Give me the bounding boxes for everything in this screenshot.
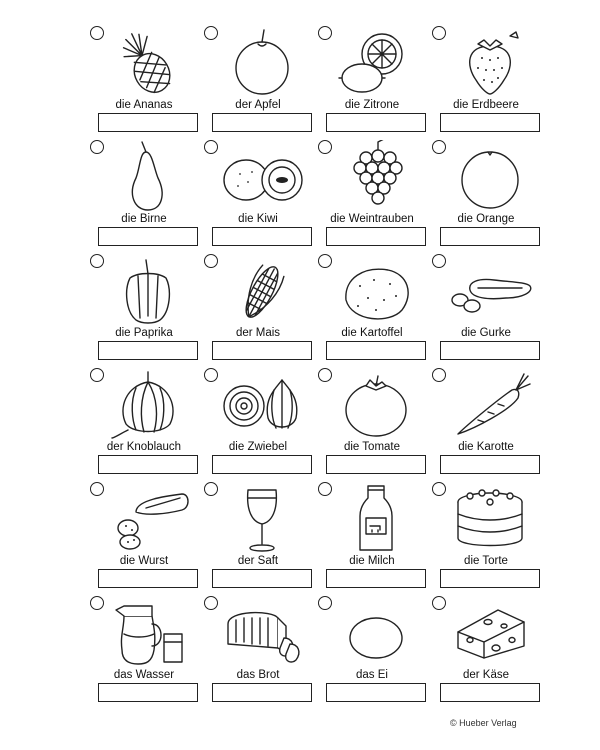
- vocab-label: das Wasser: [113, 669, 175, 681]
- vocab-item: [202, 22, 310, 136]
- vocab-item: [316, 592, 424, 706]
- vocab-item: [88, 478, 196, 592]
- select-circle[interactable]: [204, 140, 218, 154]
- apple-icon: [220, 26, 304, 98]
- vocab-label: die Karotte: [458, 441, 514, 453]
- vocab-item: [430, 364, 538, 478]
- orange-icon: [448, 140, 532, 212]
- select-circle[interactable]: [318, 26, 332, 40]
- select-circle[interactable]: [318, 254, 332, 268]
- answer-box[interactable]: [212, 341, 312, 360]
- select-circle[interactable]: [90, 482, 104, 496]
- egg-icon: [334, 596, 418, 668]
- answer-box[interactable]: [212, 683, 312, 702]
- grapes-icon: [334, 140, 418, 212]
- answer-box[interactable]: [326, 683, 426, 702]
- pear-icon: [106, 140, 190, 212]
- answer-box[interactable]: [326, 227, 426, 246]
- vocab-label: der Saft: [237, 555, 279, 567]
- vocab-label: der Mais: [235, 327, 281, 339]
- kiwi-icon: [220, 140, 304, 212]
- worksheet-row: [88, 364, 548, 478]
- sausage-icon: [106, 482, 190, 554]
- worksheet-row: [88, 592, 548, 706]
- vocab-label: der Knoblauch: [106, 441, 182, 453]
- select-circle[interactable]: [432, 140, 446, 154]
- select-circle[interactable]: [318, 596, 332, 610]
- answer-box[interactable]: [440, 227, 540, 246]
- water-jug-icon: [106, 596, 190, 668]
- vocab-label: die Torte: [464, 555, 508, 567]
- select-circle[interactable]: [90, 26, 104, 40]
- strawberry-icon: [448, 26, 532, 98]
- carrot-icon: [448, 368, 532, 440]
- vocab-item: [202, 592, 310, 706]
- vocab-label: die Weintrauben: [330, 213, 414, 225]
- cucumber-icon: [448, 254, 532, 326]
- answer-box[interactable]: [326, 455, 426, 474]
- select-circle[interactable]: [318, 140, 332, 154]
- select-circle[interactable]: [318, 482, 332, 496]
- answer-box[interactable]: [440, 455, 540, 474]
- vocab-item: [88, 250, 196, 364]
- milk-bottle-icon: [334, 482, 418, 554]
- vocab-item: [430, 250, 538, 364]
- answer-box[interactable]: [98, 683, 198, 702]
- vocab-label: der Käse: [462, 669, 510, 681]
- vocab-label: die Ananas: [115, 99, 173, 111]
- select-circle[interactable]: [204, 26, 218, 40]
- answer-box[interactable]: [98, 569, 198, 588]
- vocab-label: die Erdbeere: [453, 99, 519, 111]
- garlic-icon: [106, 368, 190, 440]
- vocab-item: [430, 478, 538, 592]
- select-circle[interactable]: [90, 254, 104, 268]
- vocab-item: [430, 22, 538, 136]
- cheese-icon: [448, 596, 532, 668]
- vocab-label: die Orange: [457, 213, 515, 225]
- vocab-label: die Birne: [121, 213, 167, 225]
- vocab-item: [88, 22, 196, 136]
- select-circle[interactable]: [90, 596, 104, 610]
- answer-box[interactable]: [212, 455, 312, 474]
- vocab-item: [88, 592, 196, 706]
- onion-icon: [220, 368, 304, 440]
- vocab-item: [430, 136, 538, 250]
- select-circle[interactable]: [204, 596, 218, 610]
- select-circle[interactable]: [432, 254, 446, 268]
- worksheet-row: [88, 478, 548, 592]
- worksheet-row: [88, 136, 548, 250]
- tomato-icon: [334, 368, 418, 440]
- answer-box[interactable]: [326, 569, 426, 588]
- vocab-item: [202, 250, 310, 364]
- vocab-label: das Ei: [356, 669, 388, 681]
- bell-pepper-icon: [106, 254, 190, 326]
- answer-box[interactable]: [98, 455, 198, 474]
- vocab-label: die Zwiebel: [228, 441, 288, 453]
- juice-glass-icon: [220, 482, 304, 554]
- bread-icon: [220, 596, 304, 668]
- select-circle[interactable]: [432, 596, 446, 610]
- vocab-label: die Paprika: [115, 327, 173, 339]
- vocab-label: das Brot: [236, 669, 280, 681]
- select-circle[interactable]: [432, 482, 446, 496]
- vocab-item: [316, 478, 424, 592]
- answer-box[interactable]: [326, 341, 426, 360]
- select-circle[interactable]: [318, 368, 332, 382]
- vocab-item: [316, 364, 424, 478]
- vocab-label: die Zitrone: [344, 99, 400, 111]
- vocab-item: [430, 592, 538, 706]
- copyright-notice: © Hueber Verlag: [450, 718, 517, 728]
- select-circle[interactable]: [432, 26, 446, 40]
- answer-box[interactable]: [326, 113, 426, 132]
- select-circle[interactable]: [204, 482, 218, 496]
- answer-box[interactable]: [98, 113, 198, 132]
- answer-box[interactable]: [440, 683, 540, 702]
- select-circle[interactable]: [204, 368, 218, 382]
- answer-box[interactable]: [212, 227, 312, 246]
- select-circle[interactable]: [204, 254, 218, 268]
- vocab-label: die Kiwi: [238, 213, 278, 225]
- vocab-item: [202, 364, 310, 478]
- answer-box[interactable]: [98, 341, 198, 360]
- lemon-icon: [334, 26, 418, 98]
- select-circle[interactable]: [90, 368, 104, 382]
- pineapple-icon: [106, 26, 190, 98]
- vocab-item: [316, 250, 424, 364]
- answer-box[interactable]: [440, 341, 540, 360]
- select-circle[interactable]: [432, 368, 446, 382]
- vocab-label: die Milch: [349, 555, 395, 567]
- vocab-item: [88, 136, 196, 250]
- vocab-label: der Apfel: [235, 99, 281, 111]
- answer-box[interactable]: [98, 227, 198, 246]
- worksheet-row: [88, 22, 548, 136]
- vocab-label: die Tomate: [343, 441, 401, 453]
- vocab-item: [316, 22, 424, 136]
- vocab-item: [88, 364, 196, 478]
- vocab-item: [316, 136, 424, 250]
- vocab-label: die Gurke: [461, 327, 511, 339]
- potato-icon: [334, 254, 418, 326]
- answer-box[interactable]: [440, 569, 540, 588]
- corn-icon: [220, 254, 304, 326]
- select-circle[interactable]: [90, 140, 104, 154]
- vocab-item: [202, 136, 310, 250]
- answer-box[interactable]: [212, 569, 312, 588]
- vocab-item: [202, 478, 310, 592]
- vocab-label: die Kartoffel: [341, 327, 403, 339]
- cake-icon: [448, 482, 532, 554]
- answer-box[interactable]: [212, 113, 312, 132]
- worksheet-row: [88, 250, 548, 364]
- answer-box[interactable]: [440, 113, 540, 132]
- vocab-label: die Wurst: [119, 555, 169, 567]
